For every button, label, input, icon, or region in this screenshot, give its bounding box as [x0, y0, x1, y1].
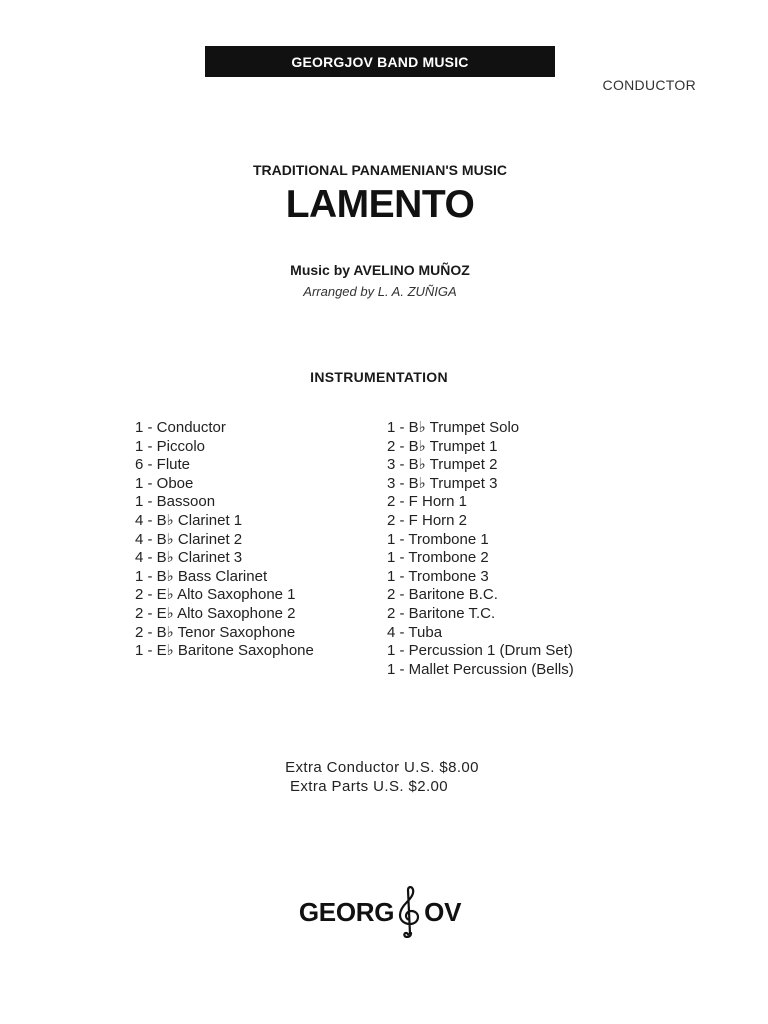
instrument-item: 2 - E♭ Alto Saxophone 2 [135, 604, 296, 622]
publisher-name: GEORGJOV BAND MUSIC [291, 53, 469, 70]
instrument-item: 1 - Trombone 2 [387, 549, 489, 567]
instrumentation-heading: INSTRUMENTATION [310, 369, 448, 385]
logo-text-left: GEORG [298, 896, 395, 927]
extra-conductor-price: Extra Conductor U.S. $8.00 [285, 759, 479, 776]
composer-credit: Music by AVELINO MUÑOZ [290, 262, 470, 278]
instrument-item: 2 - B♭ Tenor Saxophone [135, 623, 296, 641]
page-title: LAMENTO [285, 183, 475, 226]
instrument-item: 4 - B♭ Clarinet 1 [135, 511, 243, 529]
instrument-item: 1 - B♭ Bass Clarinet [135, 567, 268, 585]
instrument-item: 3 - B♭ Trumpet 3 [387, 474, 498, 492]
extra-parts-price: Extra Parts U.S. $2.00 [289, 777, 449, 795]
instrument-item: 4 - Tuba [387, 623, 443, 641]
logo-text-right: OV [424, 896, 462, 927]
instrument-item: 1 - Mallet Percussion (Bells) [387, 660, 574, 678]
instrument-item: 1 - Oboe [135, 474, 194, 492]
price-list [0, 759, 764, 796]
instrument-item: 2 - F Horn 2 [387, 511, 468, 529]
instrument-item: 3 - B♭ Trumpet 2 [387, 456, 498, 474]
instrument-item: 1 - Bassoon [135, 493, 216, 511]
instrument-list-right [387, 419, 574, 679]
instrument-item: 2 - F Horn 1 [387, 493, 468, 511]
instrument-list-left [135, 419, 314, 661]
part-label: CONDUCTOR [602, 77, 696, 93]
instrument-item: 6 - Flute [135, 456, 191, 474]
instrument-item: 1 - B♭ Trumpet Solo [387, 419, 520, 436]
instrument-item: 1 - Trombone 3 [387, 567, 489, 585]
instrument-item: 2 - Baritone T.C. [387, 604, 496, 622]
georgjov-logo [0, 886, 760, 938]
instrument-item: 1 - E♭ Baritone Saxophone [135, 642, 314, 660]
treble-clef-icon [397, 886, 423, 938]
instrument-item: 1 - Percussion 1 (Drum Set) [387, 642, 573, 660]
instrument-item: 1 - Piccolo [135, 437, 206, 455]
instrument-item: 2 - B♭ Trumpet 1 [387, 437, 498, 455]
instrument-item: 1 - Conductor [135, 419, 226, 436]
arranger-credit: Arranged by L. A. ZUÑIGA [303, 284, 457, 299]
instrument-item: 2 - Baritone B.C. [387, 586, 498, 604]
instrument-item: 4 - B♭ Clarinet 2 [135, 530, 243, 548]
instrument-item: 2 - E♭ Alto Saxophone 1 [135, 586, 296, 604]
instrument-item: 1 - Trombone 1 [387, 530, 489, 548]
subtitle: TRADITIONAL PANAMENIAN'S MUSIC [252, 162, 508, 178]
instrument-item: 4 - B♭ Clarinet 3 [135, 549, 243, 567]
publisher-banner [205, 46, 555, 77]
